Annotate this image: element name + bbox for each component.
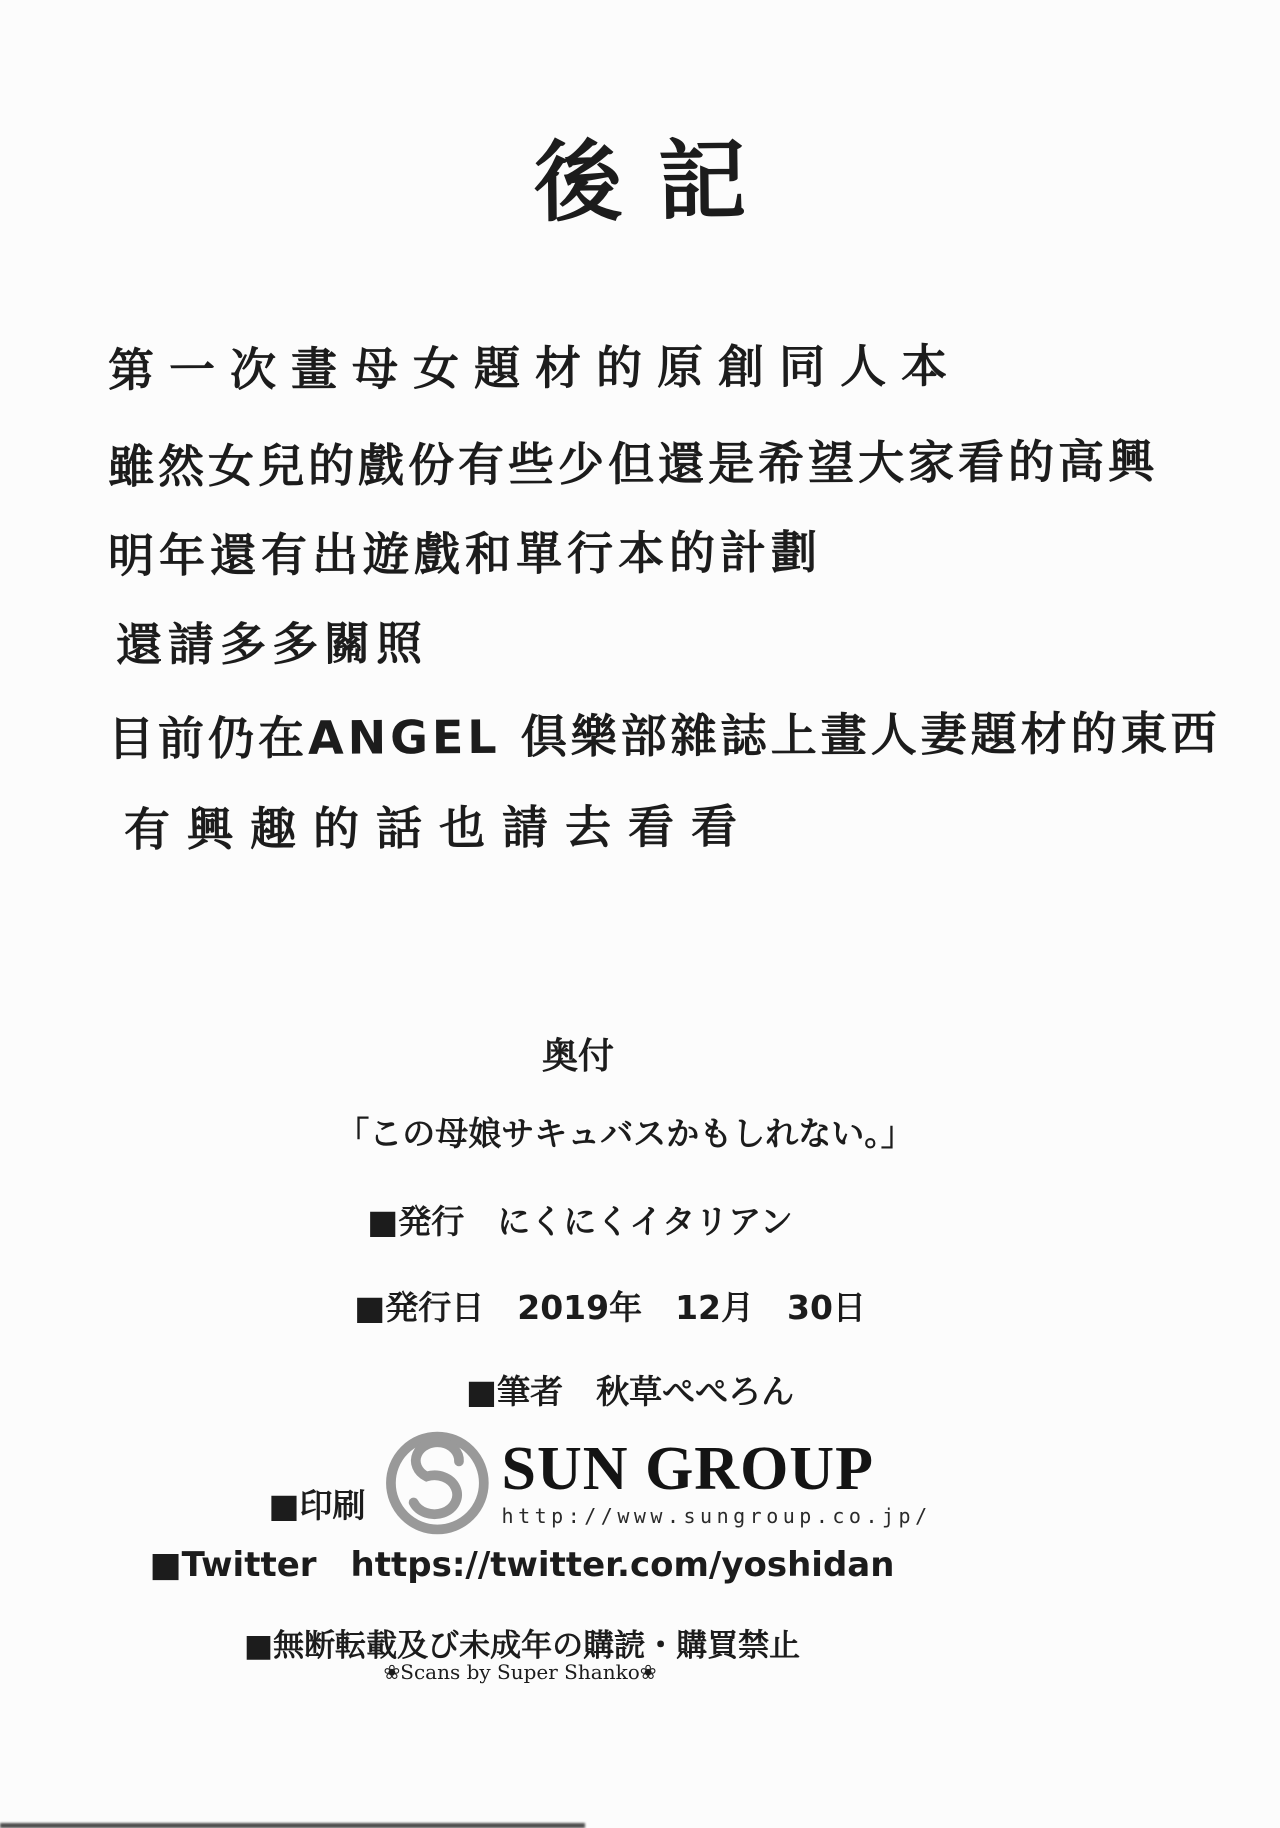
printer-name: SUN GROUP bbox=[501, 1435, 874, 1503]
scan-edge-artifact bbox=[0, 1823, 585, 1828]
afterword-line: 目前仍在ANGEL 倶樂部雜誌上畫人妻題材的東西 bbox=[107, 706, 1221, 766]
afterword-line: 明年還有出遊戲和單行本的計劃 bbox=[107, 525, 823, 583]
printer-url: http://www.sungroup.co.jp/ bbox=[501, 1504, 932, 1528]
book-title: 「この母娘サキュバスかもしれない。」 bbox=[336, 1114, 914, 1153]
afterword-line: 雖然女兒的戲份有些少但還是希望大家看的高興 bbox=[107, 434, 1159, 494]
printer-name-block bbox=[501, 1435, 932, 1528]
afterword-line: 還請多多關照 bbox=[115, 616, 429, 672]
author-line: ■筆者 秋草ぺぺろん bbox=[465, 1372, 795, 1411]
printer-row bbox=[268, 1424, 931, 1542]
disclaimer-line: ■無断転載及び未成年の購読・購買禁止 bbox=[243, 1628, 801, 1664]
sun-group-logo-icon bbox=[384, 1424, 492, 1542]
publication-date-line: ■発行日 2019年 12月 30日 bbox=[354, 1288, 866, 1327]
page-title: 後記 bbox=[533, 128, 783, 235]
scan-credit: ❀Scans by Super Shanko❀ bbox=[383, 1660, 657, 1684]
publisher-line: ■発行 にくにくイタリアン bbox=[367, 1202, 793, 1241]
afterword-line: 第一次畫母女題材的原創同人本 bbox=[107, 338, 963, 398]
afterword-line: 有興趣的話也請去看看 bbox=[123, 799, 755, 857]
colophon-heading: 奥付 bbox=[541, 1036, 615, 1077]
printer-label: ■印刷 bbox=[268, 1485, 366, 1525]
twitter-line: ■Twitter https://twitter.com/yoshidan bbox=[149, 1545, 895, 1585]
